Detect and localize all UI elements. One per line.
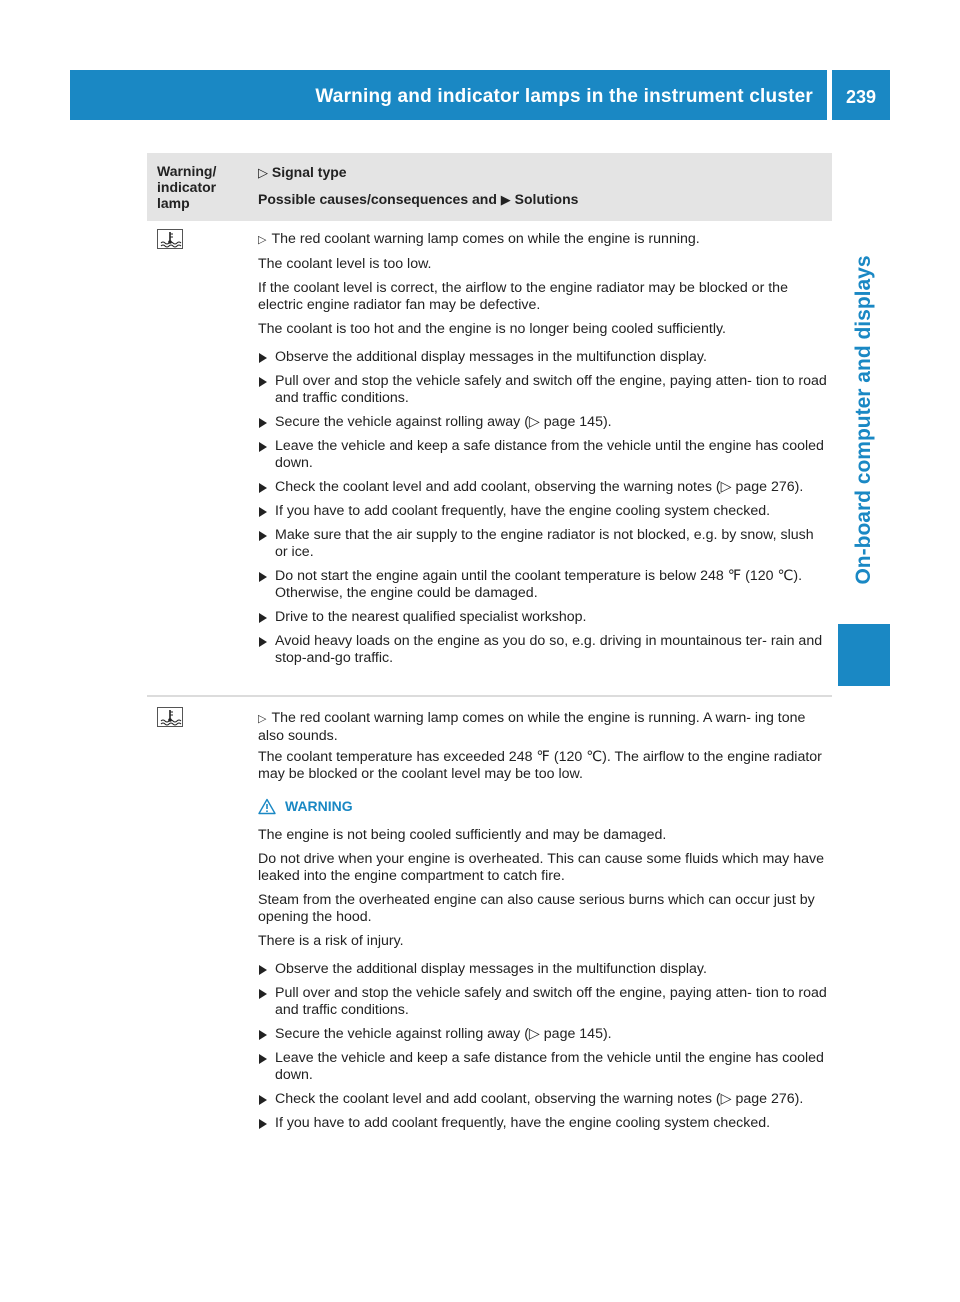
warning-text: Steam from the overheated engine can also cause serious burns which can occur just by opening the hood. <box>258 892 815 925</box>
arrow-icon <box>259 1030 267 1040</box>
arrow-icon <box>259 1054 267 1064</box>
arrow-icon <box>259 531 267 541</box>
solution-step: Observe the additional display messages in the multifunction display. <box>258 349 828 366</box>
arrow-icon <box>259 965 267 975</box>
coolant-temperature-icon <box>157 229 183 249</box>
warning-text: The engine is not being cooled sufficiently and may be damaged. <box>258 827 667 843</box>
solution-step: Observe the additional display messages in the multifunction display. <box>258 961 828 978</box>
warning-triangle-icon <box>258 798 276 815</box>
table-header <box>147 153 832 221</box>
signal-description: ▷ The red coolant warning lamp comes on while the engine is running. <box>258 231 700 247</box>
cause-text: If the coolant level is correct, the airflow to the engine radiator may be blocked or the electric engine radiator fan may be defective. <box>258 280 788 313</box>
page-number: 239 <box>845 87 877 107</box>
solutions-label: Solutions <box>514 191 579 207</box>
solution-step: Make sure that the air supply to the engine radiator is not blocked, e.g. by snow, slush or ice. <box>258 527 828 561</box>
signal-icon: ▷ <box>258 713 267 725</box>
solution-step: If you have to add coolant frequently, have the engine cooling system checked. <box>258 1115 828 1132</box>
signal-icon: ▷ <box>258 234 267 246</box>
signal-type-icon: ▷ <box>258 165 268 180</box>
row-2-content <box>258 710 828 1139</box>
arrow-icon <box>259 989 267 999</box>
arrow-icon <box>259 637 267 647</box>
column-header-lamp: Warning/ indicator lamp <box>157 163 217 211</box>
arrow-icon <box>259 613 267 623</box>
arrow-icon <box>259 483 267 493</box>
solution-step: Secure the vehicle against rolling away (▷ page 145). <box>258 414 828 431</box>
page-header <box>70 70 890 120</box>
solution-step: Leave the vehicle and keep a safe distance from the vehicle until the engine has cooled down. <box>258 1050 828 1084</box>
solution-step: Check the coolant level and add coolant, observing the warning notes (▷ page 276). <box>258 479 828 496</box>
arrow-icon <box>259 418 267 428</box>
section-title: Warning and indicator lamps in the instrument cluster <box>315 86 813 107</box>
solution-step: Drive to the nearest qualified specialist workshop. <box>258 609 828 626</box>
cause-text: The coolant is too hot and the engine is no longer being cooled sufficiently. <box>258 321 726 337</box>
arrow-icon <box>259 1119 267 1129</box>
warning-heading <box>258 795 828 817</box>
causes-label: Possible causes/consequences and <box>258 191 497 207</box>
cause-text: The coolant temperature has exceeded 248 ℉ (120 ℃). The airflow to the engine radiator may be blocked or the coolant level may be too low. <box>258 749 822 782</box>
row-divider <box>147 695 832 697</box>
warning-label: WARNING <box>285 798 353 814</box>
solution-step: Pull over and stop the vehicle safely and switch off the engine, paying atten- tion to road and traffic conditions. <box>258 373 828 407</box>
signal-type-label: Signal type <box>271 164 347 180</box>
solution-step: Leave the vehicle and keep a safe distance from the vehicle until the engine has cooled down. <box>258 438 828 472</box>
solution-step: Pull over and stop the vehicle safely and switch off the engine, paying atten- tion to road and traffic conditions. <box>258 985 828 1019</box>
column-header-signal <box>258 164 578 213</box>
warning-text: Do not drive when your engine is overheated. This can cause some fluids which may have leaked into the engine compartment to catch fire. <box>258 851 824 884</box>
arrow-icon <box>259 353 267 363</box>
solution-step: Do not start the engine again until the coolant temperature is below 248 ℉ (120 ℃). Otherwise, the engine could be damaged. <box>258 568 828 602</box>
chapter-side-tab <box>838 225 890 615</box>
arrow-icon <box>259 377 267 387</box>
arrow-icon <box>259 572 267 582</box>
warning-text: There is a risk of injury. <box>258 933 404 949</box>
solution-step: Check the coolant level and add coolant, observing the warning notes (▷ page 276). <box>258 1091 828 1108</box>
cause-text: The coolant level is too low. <box>258 256 432 272</box>
arrow-icon <box>259 507 267 517</box>
coolant-temperature-icon <box>157 707 183 727</box>
chapter-marker-block <box>838 624 890 686</box>
solution-step: Secure the vehicle against rolling away (▷ page 145). <box>258 1026 828 1043</box>
chapter-label: On-board computer and displays <box>852 255 875 585</box>
solution-step: If you have to add coolant frequently, have the engine cooling system checked. <box>258 503 828 520</box>
arrow-icon <box>259 1095 267 1105</box>
row-1-content <box>258 231 828 674</box>
signal-description: ▷ The red coolant warning lamp comes on while the engine is running. A warn- ing tone also sounds. <box>258 710 806 744</box>
solution-step: Avoid heavy loads on the engine as you do so, e.g. driving in mountainous ter- rain and stop-and-go traffic. <box>258 633 828 667</box>
solutions-arrow-icon: ▶ <box>500 192 511 207</box>
arrow-icon <box>259 442 267 452</box>
